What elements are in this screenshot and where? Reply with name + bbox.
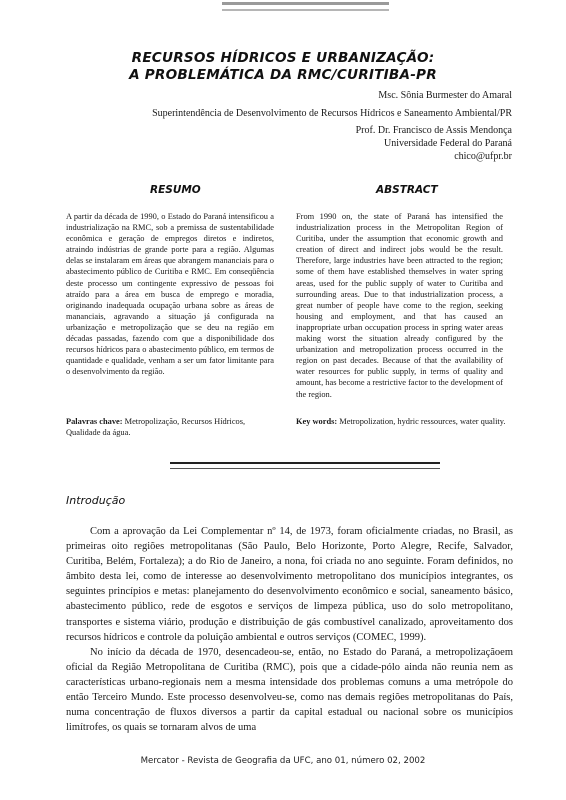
- resumo-text: A partir da década de 1990, o Estado do Paraná intensificou a industrialização na RMC, sob a premissa de sustentabilidade econômica e geração de empregos diretos e indiretos, atraindo indústrias de grande porte para a região. Algumas delas se instalaram em áreas que abrangem mananciais para o abastecimento público de Curitiba e RMC. Em conseqüência deste processo um contingente expressivo de pessoas foi atraído para a área em busca de emprego e moradia, originando inadequada ocupação urbana sobre as áreas de mananciais, agravando a situação já configurada na urbanização e metropolização que se deu na região em décadas passadas, fazendo com que a disponibilidade dos recursos hídricos para o abastecimento público, em termos de quantidade e qualidade, venham a ser um fator limitante para o desenvolvimento da região.: [66, 212, 274, 377]
- header-rule-top: [222, 2, 389, 5]
- author2-email: chico@ufpr.br: [454, 151, 512, 162]
- introduction-heading: Introdução: [66, 494, 126, 507]
- section-divider-thin: [170, 468, 440, 469]
- author2-affiliation: Universidade Federal do Paraná: [383, 138, 512, 149]
- article-title-line1: RECURSOS HÍDRICOS E URBANIZAÇÃO:: [131, 50, 435, 66]
- abstract-text: From 1990 on, the state of Paraná has intensified the industrialization process in the Metropolitan Region of Curitiba, under the assumption that economic growth and creation of direct and indirect jobs would be the result. Therefore, large industries have been attracted to the region; some of them have established themselves in water spring areas, used for the public supply of water to Curitiba and surrounding areas. Due to that industrialization process, a great number of people have come to the region, seeking housing and employment, and that has caused an inappropriate urban occupation process in spring water areas making worst the situation already configured by the urbanization and metropolization process occurred in the region on past decades. Because of that the availability of water resources for public supply, in terms of quality and amount, has become a restrictive factor to the development of the region.: [296, 212, 503, 399]
- author1-affiliation: Superintendência de Desenvolvimento de Recursos Hídricos e Saneamento Ambiental/PR: [152, 108, 512, 119]
- article-title-line2: A PROBLEMÁTICA DA RMC/CURITIBA-PR: [129, 67, 437, 83]
- resumo-heading: RESUMO: [150, 184, 201, 196]
- abstract-keywords-label: Key words:: [296, 417, 338, 426]
- abstract-heading: ABSTRACT: [376, 184, 438, 196]
- header-rule-bottom: [222, 9, 389, 11]
- abstract-keywords: [296, 416, 508, 427]
- journal-footer: Mercator - Revista de Geografia da UFC, ano 01, número 02, 2002: [140, 756, 426, 766]
- resumo-body: [66, 211, 274, 377]
- introduction-paragraph-1: Com a aprovação da Lei Complementar nº 14, de 1973, foram oficialmente criadas, no Brasil, as primeiras oito regiões metropolitanas (São Paulo, Belo Horizonte, Porto Alegre, Recife, Salvador, Curitiba, Belém, Fortaleza); a do Rio de Janeiro, a nona, foi criada no ano seguinte. Foram definidos, no âmbito desta lei, como de interesse ao desenvolvimento metropolitano dos municípios integrantes, os seguintes princípios e metas: planejamento do desenvolvimento econômico e social, saneamento básico, abastecimento público, rede de esgotos e serviços de limpeza pública, uso do solo metropolitano, transportes e sistema viário, produção e distribuição de gás combustível canalizado, aproveitamento dos recursos hídricos e controle da poluição ambiental e outros serviços (COMEC, 1999).: [66, 526, 513, 643]
- introduction-body: [66, 524, 513, 735]
- author2-name: Prof. Dr. Francisco de Assis Mendonça: [355, 125, 512, 136]
- introduction-paragraph-2: No início da década de 1970, desencadeou-se, então, no Estado do Paraná, a metropolizaçãoem oficial da Região Metropolitana de Curitiba (RMC), pois que a cidade-pólo ainda não reunia nem as características urbano-regionais nem a mesma intensidade dos problemas comuns a uma metrópole do então Terceiro Mundo. Este processo desenvolveu-se, como nas demais regiões metropolitanas do País, numa concentração de fluxos diversos a partir da capital estadual ou nacional sobre os municípios limítrofes, os quais se tornaram alvos de uma: [66, 646, 513, 734]
- resumo-keywords: [66, 416, 280, 438]
- author1-name: Msc. Sônia Burmester do Amaral: [378, 90, 512, 101]
- resumo-keywords-label: Palavras chave:: [66, 417, 123, 426]
- section-divider-thick: [170, 462, 440, 464]
- abstract-keywords-value: Metropolization, hydric ressources, water quality.: [339, 417, 506, 426]
- resumo-keywords-value: Metropolização, Recursos Hídricos, Qualidade da água.: [66, 417, 246, 438]
- abstract-body: [296, 211, 503, 400]
